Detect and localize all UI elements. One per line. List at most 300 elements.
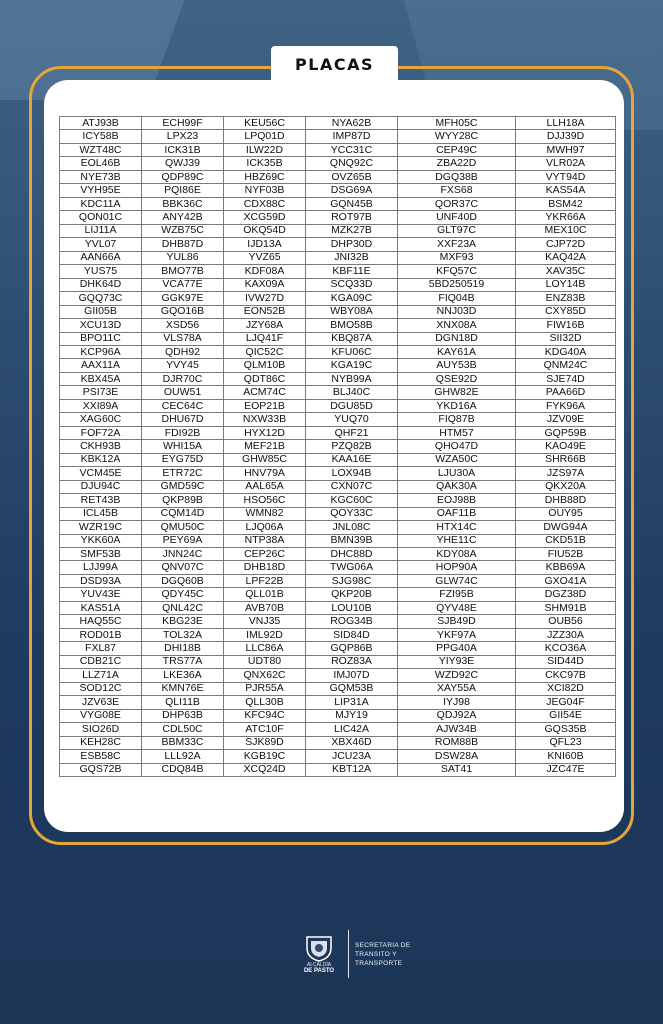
page-title: PLACAS [295,54,374,74]
plate-cell: QKP20B [306,588,398,601]
plate-cell: VYH95E [60,184,142,197]
plate-cell: ECH99F [142,117,224,130]
table-row [60,669,616,682]
table-row [60,278,616,291]
table-row [60,709,616,722]
plate-cell: MXF93 [398,251,516,264]
plate-cell: BMO58B [306,319,398,332]
alcaldia-logo [296,934,342,975]
plate-cell: PEY69A [142,534,224,547]
plate-cell: XCQ24D [224,763,306,776]
plate-cell: UDT80 [224,655,306,668]
plate-cell: KGA09C [306,292,398,305]
plate-cell: YIY93E [398,655,516,668]
plate-cell: YUL86 [142,251,224,264]
plate-cell: JCU23A [306,750,398,763]
plate-cell: JZC47E [516,763,616,776]
title-tab [271,46,398,82]
plate-cell: IML92D [224,628,306,641]
table-row [60,601,616,614]
table-row [60,170,616,183]
plate-cell: DHB87D [142,238,224,251]
plate-cell: KAO49E [516,440,616,453]
plate-cell: OUW51 [142,386,224,399]
plate-cell: KCO36A [516,642,616,655]
table-row [60,440,616,453]
table-row [60,332,616,345]
plate-cell: YKR66A [516,211,616,224]
table-row [60,750,616,763]
plate-cell: KMN76E [142,682,224,695]
plate-cell: DSD93A [60,574,142,587]
plate-cell: QHO47D [398,440,516,453]
table-row [60,413,616,426]
table-row [60,763,616,776]
table-row [60,588,616,601]
plate-cell: KDC11A [60,197,142,210]
plate-cell: HAQ55C [60,615,142,628]
plate-cell: YHE11C [398,534,516,547]
plate-cell: KAS54A [516,184,616,197]
plate-cell: DJJ39D [516,130,616,143]
plate-cell: GLT97C [398,224,516,237]
plate-cell: EON52B [224,305,306,318]
plate-cell: PPG40A [398,642,516,655]
plate-cell: AVB70B [224,601,306,614]
plate-cell: JZY68A [224,319,306,332]
table-row [60,561,616,574]
plate-cell: NNJ03D [398,305,516,318]
plate-cell: DGN18D [398,332,516,345]
table-row [60,345,616,358]
plate-cell: VCM45E [60,467,142,480]
plate-cell: QMU50C [142,521,224,534]
plate-cell: BBM33C [142,736,224,749]
plate-cell: IVW27D [224,292,306,305]
plate-cell: WBY08A [306,305,398,318]
plate-cell: AAX11A [60,359,142,372]
table-row [60,211,616,224]
plate-cell: QNQ92C [306,157,398,170]
plate-cell: FXS68 [398,184,516,197]
plate-cell: ACM74C [224,386,306,399]
plate-cell: KBQ87A [306,332,398,345]
plate-cell: YKK60A [60,534,142,547]
plate-cell: WMN82 [224,507,306,520]
plate-cell: ANY42B [142,211,224,224]
plate-cell: VLS78A [142,332,224,345]
plate-cell: SJG98C [306,574,398,587]
plate-cell: OUY95 [516,507,616,520]
plate-cell: FXL87 [60,642,142,655]
plate-cell: JZV63E [60,696,142,709]
plate-cell: QAK30A [398,480,516,493]
plate-cell: SJE74D [516,372,616,385]
plate-cell: FOF72A [60,426,142,439]
plate-cell: QNL42C [142,601,224,614]
plate-cell: DWG94A [516,521,616,534]
coat-of-arms-icon [304,934,334,962]
plate-cell: VNJ35 [224,615,306,628]
plate-cell: CDB21C [60,655,142,668]
plate-cell: ICY58B [60,130,142,143]
plate-cell: GQN45B [306,197,398,210]
plate-cell: KDF08A [224,265,306,278]
plate-cell: QHF21 [306,426,398,439]
plate-cell: BSM42 [516,197,616,210]
plate-cell: TRS77A [142,655,224,668]
plate-cell: QKX20A [516,480,616,493]
plates-table [59,116,616,777]
plate-cell: AJW34B [398,723,516,736]
table-row [60,372,616,385]
plate-cell: XAV35C [516,265,616,278]
plate-cell: IMP87D [306,130,398,143]
plate-cell: CKD51B [516,534,616,547]
plate-cell: DHC88D [306,548,398,561]
plate-cell: XSD56 [142,319,224,332]
plate-cell: CDQ84B [142,763,224,776]
plate-cell: OVZ65B [306,170,398,183]
plate-cell: ROT97B [306,211,398,224]
plate-cell: CXY85D [516,305,616,318]
plate-cell: KBK12A [60,453,142,466]
plate-cell: LLH18A [516,117,616,130]
plate-cell: BLJ40C [306,386,398,399]
plate-cell: VYT94D [516,170,616,183]
table-row [60,453,616,466]
plate-cell: GGK97E [142,292,224,305]
table-row [60,184,616,197]
plate-cell: QDH92 [142,345,224,358]
plate-cell: KEU56C [224,117,306,130]
table-row [60,386,616,399]
plate-cell: CDL50C [142,723,224,736]
plate-cell: CKC97B [516,669,616,682]
plate-cell: ZBA22D [398,157,516,170]
table-row [60,628,616,641]
logo-line-2: DE PASTO [303,967,335,974]
plate-cell: WYY28C [398,130,516,143]
plate-cell: ICK31B [142,143,224,156]
plate-cell: IYJ98 [398,696,516,709]
plate-cell: SHR66B [516,453,616,466]
plate-cell: FIQ87B [398,413,516,426]
plate-cell: WZR19C [60,521,142,534]
plate-cell: JZV09E [516,413,616,426]
plate-cell: WZA50C [398,453,516,466]
plate-cell: XNX08A [398,319,516,332]
table-row [60,696,616,709]
plate-cell: NYE73B [60,170,142,183]
plate-cell: HYX12D [224,426,306,439]
plate-cell: HTX14C [398,521,516,534]
plate-cell: XXF23A [398,238,516,251]
table-row [60,642,616,655]
plate-cell: YKD16A [398,399,516,412]
plate-cell: PQI86E [142,184,224,197]
plate-cell: ROD01B [60,628,142,641]
plate-cell: DHU67D [142,413,224,426]
plate-cell: GQM53B [306,682,398,695]
plate-cell: CEP26C [224,548,306,561]
plate-cell: QWJ39 [142,157,224,170]
plate-cell: HBZ69C [224,170,306,183]
plate-cell: KAX09A [224,278,306,291]
org-name [355,941,410,968]
footer-divider [348,930,349,978]
plate-cell: DGQ60B [142,574,224,587]
plate-cell: QFL23 [516,736,616,749]
plate-cell: MEX10C [516,224,616,237]
table-row [60,251,616,264]
plate-cell: DJU94C [60,480,142,493]
plate-cell: BPO11C [60,332,142,345]
plate-cell: DHP30D [306,238,398,251]
plate-cell: IJD13A [224,238,306,251]
plate-cell: LIP31A [306,696,398,709]
plate-cell: QLM10B [224,359,306,372]
plate-cell: KFQ57C [398,265,516,278]
plate-cell: LOU10B [306,601,398,614]
table-row [60,157,616,170]
plate-cell: SID84D [306,628,398,641]
plate-cell: GQS35B [516,723,616,736]
plate-cell: KBB69A [516,561,616,574]
plate-cell: QNX62C [224,669,306,682]
plate-cell: KCP96A [60,345,142,358]
plate-cell: ESB58C [60,750,142,763]
plate-cell: DSW28A [398,750,516,763]
plate-cell: DHB88D [516,494,616,507]
plate-cell: QNM24C [516,359,616,372]
plate-cell: FIW16B [516,319,616,332]
plate-cell: BMN39B [306,534,398,547]
plate-cell: GQP86B [306,642,398,655]
plate-cell: HTM57 [398,426,516,439]
plate-cell: 5BD250519 [398,278,516,291]
plate-cell: XBX46D [306,736,398,749]
plate-cell: PJR55A [224,682,306,695]
plate-cell: VCA77E [142,278,224,291]
plate-cell: CJP72D [516,238,616,251]
plate-cell: TOL32A [142,628,224,641]
plate-cell: GQQ73C [60,292,142,305]
plate-cell: JEG04F [516,696,616,709]
plate-cell: QSE92D [398,372,516,385]
plate-cell: CXN07C [306,480,398,493]
plate-cell: BBK36C [142,197,224,210]
plate-cell: MEF21B [224,440,306,453]
plate-cell: VLR02A [516,157,616,170]
plate-cell: MJY19 [306,709,398,722]
plate-cell: TWG06A [306,561,398,574]
plate-cell: LOX94B [306,467,398,480]
plate-cell: LOY14B [516,278,616,291]
logo-line-1: ALCALDÍA [306,961,332,968]
plate-cell: ROM88B [398,736,516,749]
plate-cell: YVL07 [60,238,142,251]
table-row [60,265,616,278]
plate-cell: KGB19C [224,750,306,763]
plate-cell: JZZ30A [516,628,616,641]
table-row [60,224,616,237]
table-row [60,426,616,439]
plate-cell: KEH28C [60,736,142,749]
plate-cell: ILW22D [224,143,306,156]
plate-cell: ICK35B [224,157,306,170]
plate-cell: FYK96A [516,399,616,412]
plate-cell: MWH97 [516,143,616,156]
footer-logo-block [296,926,416,982]
plate-cell: RET43B [60,494,142,507]
plate-cell: JZS97A [516,467,616,480]
plate-cell: KNI60B [516,750,616,763]
table-row [60,130,616,143]
plate-cell: ATJ93B [60,117,142,130]
plate-cell: ETR72C [142,467,224,480]
plate-cell: QDJ92A [398,709,516,722]
plate-cell: YVZ65 [224,251,306,264]
plate-cell: JNN24C [142,548,224,561]
plate-cell: GLW74C [398,574,516,587]
plate-cell: HSO56C [224,494,306,507]
plate-cell: DGQ38B [398,170,516,183]
plate-cell: QON01C [60,211,142,224]
plate-cell: DHP63B [142,709,224,722]
plate-cell: KAQ42A [516,251,616,264]
plate-cell: XCU13D [60,319,142,332]
plate-cell: KAY61A [398,345,516,358]
plate-cell: ROG34B [306,615,398,628]
plate-cell: KFU06C [306,345,398,358]
plate-cell: QLI11B [142,696,224,709]
plate-cell: QIC52C [224,345,306,358]
plate-cell: YKF97A [398,628,516,641]
plate-cell: QLL01B [224,588,306,601]
plate-cell: AUY53B [398,359,516,372]
plate-cell: NXW33B [224,413,306,426]
table-row [60,143,616,156]
plate-cell: QOR37C [398,197,516,210]
plate-cell: YUV43E [60,588,142,601]
plate-cell: DHK64D [60,278,142,291]
table-row [60,238,616,251]
plate-cell: BMO77B [142,265,224,278]
plate-cell: GMD59C [142,480,224,493]
plate-cell: DJR70C [142,372,224,385]
plate-cell: WHI15A [142,440,224,453]
plate-cell: YCC31C [306,143,398,156]
plate-cell: SMF53B [60,548,142,561]
plate-cell: LJJ99A [60,561,142,574]
plate-cell: YUS75 [60,265,142,278]
plate-cell: QDP89C [142,170,224,183]
plate-cell: OUB56 [516,615,616,628]
plate-cell: LJQ41F [224,332,306,345]
plate-cell: EOJ98B [398,494,516,507]
plate-cell: KBX45A [60,372,142,385]
table-row [60,655,616,668]
table-row [60,507,616,520]
table-row [60,359,616,372]
plate-cell: DHI18B [142,642,224,655]
plate-cell: DSG69A [306,184,398,197]
plate-cell: LIC42A [306,723,398,736]
org-line-2: TRANSITO Y [355,950,397,958]
plate-cell: KBG23E [142,615,224,628]
plate-cell: KBF11E [306,265,398,278]
plate-cell: XCI82D [516,682,616,695]
plate-cell: SHM91B [516,601,616,614]
plate-cell: LIJ11A [60,224,142,237]
plate-cell: LLL92A [142,750,224,763]
table-row [60,305,616,318]
table-row [60,574,616,587]
plate-cell: LPX23 [142,130,224,143]
plate-cell: ROZ83A [306,655,398,668]
plate-cell: GII54E [516,709,616,722]
plate-cell: KFC94C [224,709,306,722]
table-row [60,494,616,507]
table-row [60,319,616,332]
plate-cell: GQS72B [60,763,142,776]
plate-cell: LKE36A [142,669,224,682]
plate-cell: KAA16E [306,453,398,466]
plate-cell: NTP38A [224,534,306,547]
plate-cell: QKP89B [142,494,224,507]
plate-cell: GHW82E [398,386,516,399]
plate-cell: CKH93B [60,440,142,453]
plate-cell: OAF11B [398,507,516,520]
table-row [60,548,616,561]
plate-cell: DGZ38D [516,588,616,601]
plate-cell: FIU52B [516,548,616,561]
plate-cell: LJQ06A [224,521,306,534]
plate-cell: LLZ71A [60,669,142,682]
plate-cell: EOP21B [224,399,306,412]
plate-cell: SAT41 [398,763,516,776]
plate-cell: GQO16B [142,305,224,318]
org-line-1: SECRETARIA DE [355,941,411,949]
plate-cell: DGU85D [306,399,398,412]
plate-cell: NYF03B [224,184,306,197]
plate-cell: GQP59B [516,426,616,439]
plate-cell: LJU30A [398,467,516,480]
plate-cell: PZQ82B [306,440,398,453]
plate-cell: GXO41A [516,574,616,587]
plate-cell: SJB49D [398,615,516,628]
plate-cell: LPQ01D [224,130,306,143]
plate-cell: QOY33C [306,507,398,520]
plate-cell: SIO26D [60,723,142,736]
plate-cell: XAY55A [398,682,516,695]
plate-cell: KBT12A [306,763,398,776]
plate-cell: LPF22B [224,574,306,587]
table-row [60,197,616,210]
plate-cell: KDG40A [516,345,616,358]
table-row [60,736,616,749]
plate-cell: MFH05C [398,117,516,130]
plate-cell: QYV48E [398,601,516,614]
plate-cell: XAG60C [60,413,142,426]
plate-cell: IMJ07D [306,669,398,682]
plate-cell: WZB75C [142,224,224,237]
plate-cell: SII32D [516,332,616,345]
table-row [60,467,616,480]
plate-cell: CEC64C [142,399,224,412]
plate-cell: QDT86C [224,372,306,385]
